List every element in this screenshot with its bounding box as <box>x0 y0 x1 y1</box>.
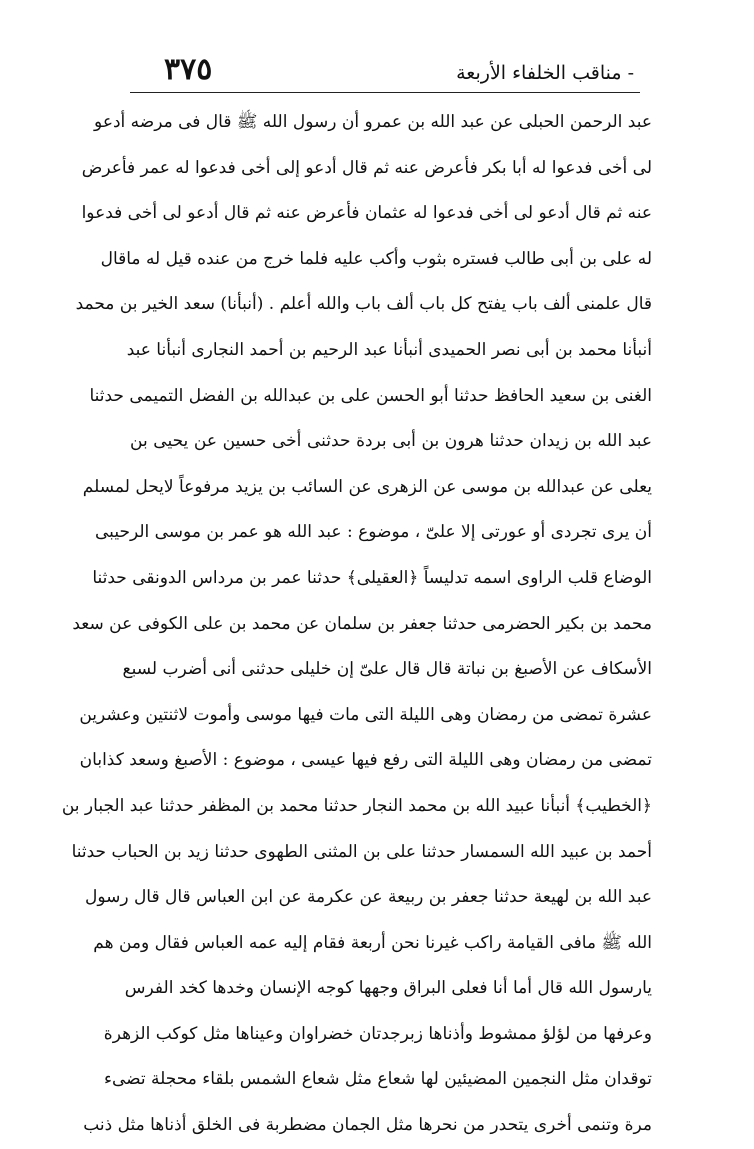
text-line: عبد الرحمن الحبلى عن عبد الله بن عمرو أن رسول الله ﷺ قال فى مرضه أدعو <box>94 112 652 132</box>
text-line: يارسول الله قال أما أنا فعلى البراق وجهها كوجه الإنسان وخدها كخد الفرس <box>124 978 652 999</box>
text-line: عبد الله بن زيدان حدثنا هرون بن أبى بردة حدثنى أخى حسين عن يحيى بن <box>130 431 652 452</box>
header-divider <box>130 92 640 93</box>
page-number: ٣٧٥ <box>164 52 213 87</box>
text-line: الله ﷺ مافى القيامة راكب غيرنا نحن أربعة فقام إليه عمه العباس فقال ومن هم <box>93 932 652 953</box>
text-line: عبد الله بن لهيعة حدثنا جعفر بن ربيعة عن عكرمة عن ابن العباس قال قال رسول <box>84 887 652 908</box>
page-header <box>128 48 644 94</box>
text-line: الوضاع قلب الراوى اسمه تدليساً ﴿العقيلى﴾ حدثنا عمر بن مرداس الدونقى حدثنا <box>92 567 652 588</box>
text-line: الغنى بن سعيد الحافظ حدثنا أبو الحسن على بن عبدالله بن الفضل التميمى حدثنا <box>89 385 652 406</box>
text-line: أحمد بن عبيد الله السمسار حدثنا على بن المثنى الطهوى حدثنا زيد بن الحباب حدثنا <box>71 841 652 862</box>
text-line: أن يرى تجردى أو عورتى إلا علىّ ، موضوع : عبد الله هو عمر بن موسى الرحيبى <box>95 522 652 543</box>
text-line: ﴿الخطيب﴾ أنبأنا عبيد الله بن محمد النجار حدثنا محمد بن المظفر حدثنا عبد الجبار بن <box>61 795 652 816</box>
text-line: عنه ثم قال أدعو لى أخى فدعوا له عثمان فأعرض عنه ثم قال أدعو لى أخى فدعوا <box>81 203 652 224</box>
text-line: مرة وتنمى أخرى يتحدر من نحرها مثل الجمان مضطربة فى الخلق أذناها مثل ذنب <box>83 1115 652 1136</box>
text-line: لى أخى فدعوا له أبا بكر فأعرض عنه ثم قال أدعو إلى أخى فدعوا له عمر فأعرض <box>81 157 652 178</box>
text-line: له على بن أبى طالب فستره بثوب وأكب عليه فلما خرج من عنده قيل له ماقال <box>100 248 652 269</box>
text-line: الأسكاف عن الأصبغ بن نباتة قال قال علىّ إن خليلى حدثنى أنى أضرب لسبع <box>122 659 652 680</box>
text-line: وعرفها من لؤلؤ ممشوط وأذناها زبرجدتان خضراوان وعيناها مثل كوكب الزهرة <box>103 1023 652 1044</box>
text-line: أنبأنا محمد بن أبى نصر الحميدى أنبأنا عبد الرحيم بن أحمد النجارى أنبأنا عبد <box>126 339 652 360</box>
running-title: - مناقب الخلفاء الأربعة <box>456 62 634 84</box>
text-line: محمد بن بكير الحضرمى حدثنا جعفر بن سلمان عن محمد بن على الكوفى عن سعد <box>72 613 652 634</box>
body-text <box>61 100 652 1149</box>
text-line: قال علمنى ألف باب يفتح كل باب ألف باب والله أعلم . (أنبأنا) سعد الخير بن محمد <box>75 294 652 315</box>
text-line: يعلى عن عبدالله بن موسى عن الزهرى عن السائب بن يزيد مرفوعاً لايحل لمسلم <box>82 476 652 497</box>
text-line: عشرة تمضى من رمضان وهى الليلة التى مات فيها موسى وأموت لاثنتين وعشرين <box>79 704 652 725</box>
text-line: توقدان مثل النجمين المضيئين لها شعاع مثل شعاع الشمس بلقاء محجلة تضىء <box>103 1069 652 1090</box>
text-line: تمضى من رمضان وهى الليلة التى رفع فيها عيسى ، موضوع : الأصبغ وسعد كذابان <box>79 750 652 771</box>
